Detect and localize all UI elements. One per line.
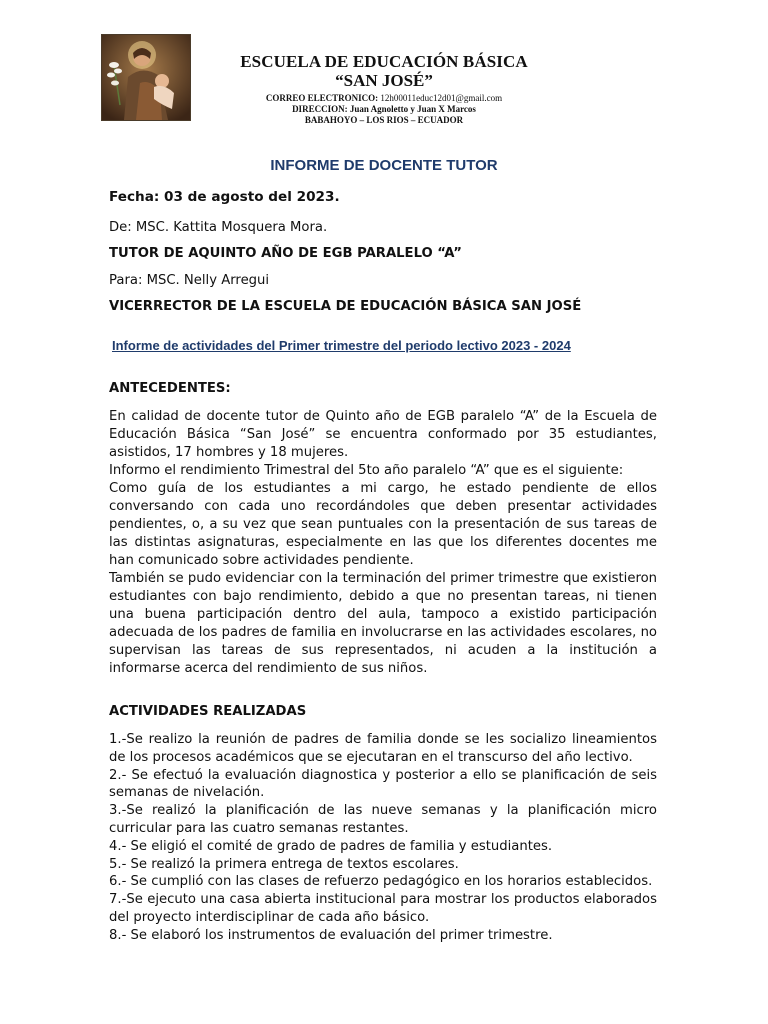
school-header — [190, 52, 578, 126]
report-subtitle: Informe de actividades del Primer trimestre del periodo lectivo 2023 - 2024 — [112, 338, 571, 353]
list-item: 1.-Se realizo la reunión de padres de familia donde se les socializo lineamientos de los procesos académicos que se ejecutaran en el transcurso del año lectivo. — [109, 732, 657, 765]
email-label: CORREO ELECTRONICO: — [265, 93, 379, 103]
school-subname: “SAN JOSÉ” — [335, 71, 433, 90]
report-to: Para: MSC. Nelly Arregui — [109, 273, 270, 288]
antecedentes-paragraph-2: Informo el rendimiento Trimestral del 5to año paralelo “A” que es el siguiente: — [109, 463, 624, 478]
antecedentes-heading: ANTECEDENTES: — [109, 381, 231, 396]
address-line: DIRECCION: Juan Agnoletto y Juan X Marcos — [292, 104, 476, 114]
school-name: ESCUELA DE EDUCACIÓN BÁSICA — [240, 52, 528, 71]
report-to-role: VICERRECTOR DE LA ESCUELA DE EDUCACIÓN BÁSICA SAN JOSÉ — [109, 299, 582, 314]
list-item: 5.- Se realizó la primera entrega de textos escolares. — [109, 856, 459, 872]
list-item: 8.- Se elaboró los instrumentos de evaluación del primer trimestre. — [109, 927, 553, 943]
list-item: 2.- Se efectuó la evaluación diagnostica y posterior a ello se planificación de seis semanas de nivelación. — [109, 767, 657, 801]
antecedentes-body — [109, 408, 657, 678]
list-item: 6.- Se cumplió con las clases de refuerzo pedagógico en los horarios establecidos. — [109, 874, 653, 890]
saint-joseph-image — [102, 35, 190, 120]
actividades-heading: ACTIVIDADES REALIZADAS — [109, 704, 307, 719]
antecedentes-paragraph-4: También se pudo evidenciar con la terminación del primer trimestre que existieron estudiantes con bajo rendimiento, debido a que no presentan tareas, ni tienen una buena participación dentro del aula, tampoco a existido participación adecuada de los padres de familia en involucrarse en las actividades escolares, no supervisan las tareas de sus representados, ni acuden a la institución a informarse acerca del rendimiento de sus niños. — [109, 571, 657, 676]
report-from: De: MSC. Kattita Mosquera Mora. — [109, 220, 328, 235]
school-logo-image — [101, 34, 191, 121]
list-item: 7.-Se ejecuto una casa abierta institucional para mostrar los productos elaborados del proyecto interdisciplinar de cada año básico. — [109, 892, 657, 925]
email-line — [190, 93, 578, 104]
report-from-role: TUTOR DE AQUINTO AÑO DE EGB PARALELO “A” — [109, 246, 462, 261]
list-item: 3.-Se realizó la planificación de las nueve semanas y la planificación micro curricular para las cuatro semanas restantes. — [109, 803, 657, 836]
antecedentes-paragraph-3: Como guía de los estudiantes a mi cargo, he estado pendiente de ellos conversando con cada uno recordándoles que deben presentar actividades pendientes, o, a su vez que sean puntuales con la presentación de sus tareas de las distintas asignaturas, especialmente en las que los diferentes docentes me han comunicado sobre actividades pendiente. — [109, 481, 657, 568]
report-title: INFORME DE DOCENTE TUTOR — [270, 157, 498, 174]
email-value: 12h00011educ12d01@gmail.com — [380, 93, 503, 103]
city-line: BABAHOYO – LOS RIOS – ECUADOR — [304, 115, 464, 125]
list-item: 4.- Se eligió el comité de grado de padres de familia y estudiantes. — [109, 838, 553, 854]
report-date: Fecha: 03 de agosto del 2023. — [109, 189, 340, 205]
activities-list — [109, 731, 657, 945]
antecedentes-paragraph-1: En calidad de docente tutor de Quinto año de EGB paralelo “A” de la Escuela de Educación Básica “San José” se encuentra conformado por 35 estudiantes, asistidos, 17 hombres y 18 mujeres. — [109, 409, 657, 460]
